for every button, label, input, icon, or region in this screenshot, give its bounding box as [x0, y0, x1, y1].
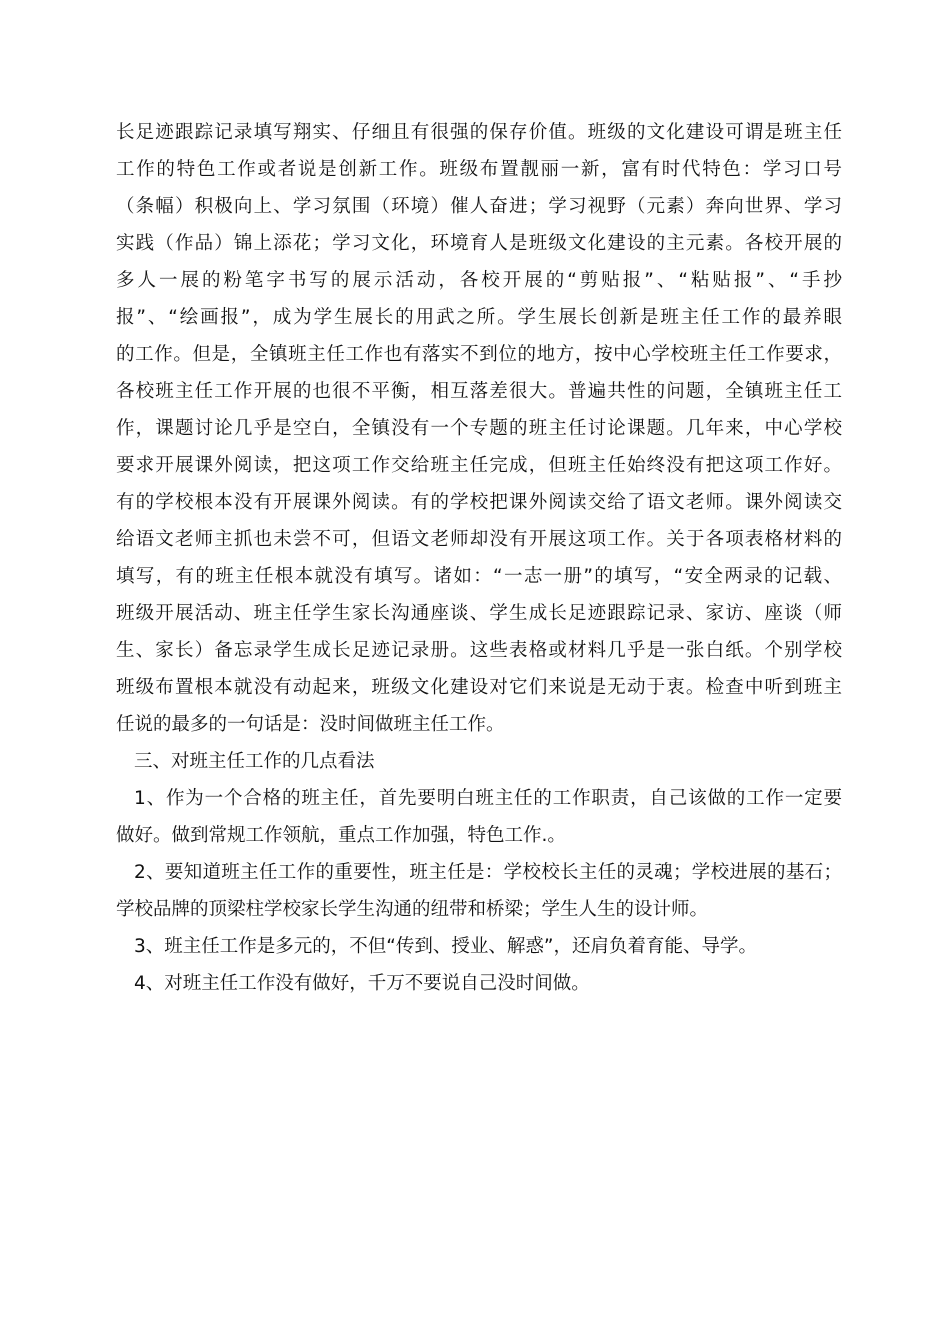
section-heading: 三、对班主任工作的几点看法 — [134, 751, 375, 772]
text-line: 工作的特色工作或者说是创新工作。班级布置靓丽一新，富有时代特色：学习口号 — [116, 159, 842, 180]
text-line: 任说的最多的一句话是：没时间做班主任工作。 — [116, 714, 505, 735]
text-line: 班级布置根本就没有动起来，班级文化建设对它们来说是无动于衷。检查中听到班主 — [116, 677, 842, 698]
text-line: 有的学校根本没有开展课外阅读。有的学校把课外阅读交给了语文老师。课外阅读交 — [116, 492, 842, 513]
list-item: 4、对班主任工作没有做好，千万不要说自己没时间做。 — [134, 973, 590, 994]
list-item-continuation: 学校品牌的顶梁柱学校家长学生沟通的纽带和桥梁；学生人生的设计师。 — [116, 899, 709, 920]
text-line: 实践（作品）锦上添花；学习文化，环境育人是班级文化建设的主元素。各校开展的 — [116, 233, 842, 254]
document-body — [116, 114, 842, 1002]
text-line: 的工作。但是，全镇班主任工作也有落实不到位的地方，按中心学校班主任工作要求， — [116, 344, 842, 365]
text-line: 给语文老师主抓也未尝不可，但语文老师却没有开展这项工作。关于各项表格材料的 — [116, 529, 842, 550]
text-line: （条幅）积极向上、学习氛围（环境）催人奋进；学习视野（元素）奔向世界、学习 — [116, 196, 842, 217]
text-line: 长足迹跟踪记录填写翔实、仔细且有很强的保存价值。班级的文化建设可谓是班主任 — [116, 122, 842, 143]
list-item: 1、作为一个合格的班主任，首先要明白班主任的工作职责，自己该做的工作一定要 — [134, 788, 842, 809]
text-line: 要求开展课外阅读，把这项工作交给班主任完成，但班主任始终没有把这项工作好。 — [116, 455, 842, 476]
list-item: 2、要知道班主任工作的重要性，班主任是：学校校长主任的灵魂；学校进展的基石； — [134, 862, 842, 883]
text-line: 作，课题讨论几乎是空白，全镇没有一个专题的班主任讨论课题。几年来，中心学校 — [116, 418, 842, 439]
text-line: 多人一展的粉笔字书写的展示活动，各校开展的“剪贴报”、“粘贴报”、“手抄 — [116, 270, 842, 291]
text-line: 填写，有的班主任根本就没有填写。诸如：“一志一册”的填写，“安全两录的记载、 — [116, 566, 842, 587]
text-line: 报”、“绘画报”，成为学生展长的用武之所。学生展长创新是班主任工作的最养眼 — [116, 307, 842, 328]
text-line: 班级开展活动、班主任学生家长沟通座谈、学生成长足迹跟踪记录、家访、座谈（师 — [116, 603, 842, 624]
list-item-continuation: 做好。做到常规工作领航，重点工作加强，特色工作.。 — [116, 825, 566, 846]
list-item: 3、班主任工作是多元的，不但“传到、授业、解惑”，还肩负着育能、导学。 — [134, 936, 757, 957]
text-line: 各校班主任工作开展的也很不平衡，相互落差很大。普遍共性的问题，全镇班主任工 — [116, 381, 842, 402]
text-line: 生、家长）备忘录学生成长足迹记录册。这些表格或材料几乎是一张白纸。个别学校 — [116, 640, 842, 661]
